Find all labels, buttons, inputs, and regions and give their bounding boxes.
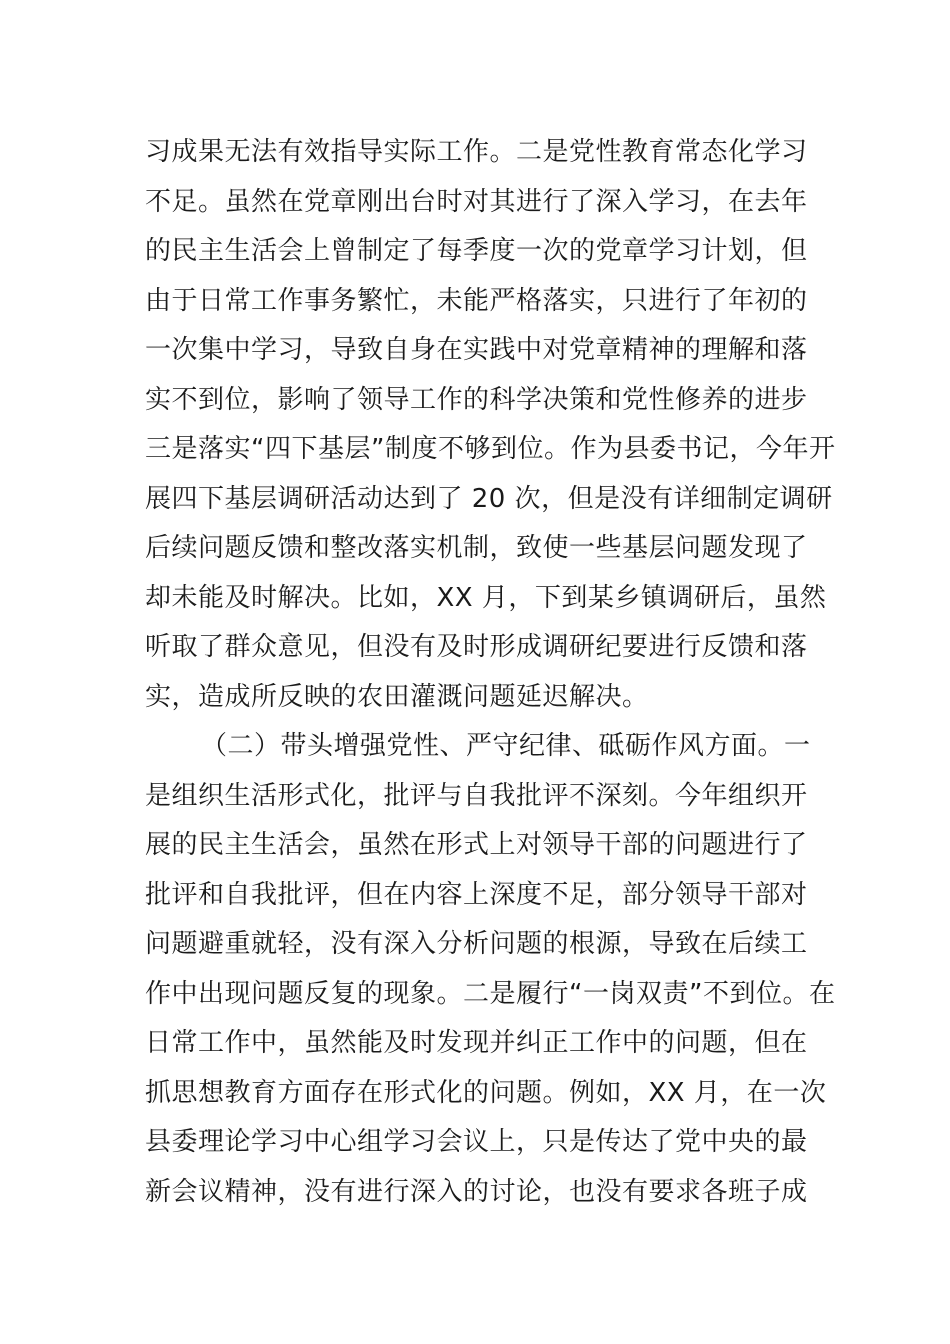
text-line: 听取了群众意见，但没有及时形成调研纪要进行反馈和落 [145,632,808,662]
text-line: 县委理论学习中心组学习会议上，只是传达了党中央的最 [145,1127,808,1157]
text-line: 是组织生活形式化，批评与自我批评不深刻。今年组织开 [145,780,808,811]
text-line: 后续问题反馈和整改落实机制，致使一些基层问题发现了 [145,533,808,563]
section-heading-line: （二）带头增强党性、严守纪律、砥砺作风方面。一 [201,731,811,761]
text-line: 实不到位，影响了领导工作的科学决策和党性修养的进步 [145,384,808,415]
text-line: 作中出现问题反复的现象。二是履行“一岗双责”不到位。在 [145,978,836,1009]
text-line: 由于日常工作事务繁忙，未能严格落实，只进行了年初的 [145,285,808,316]
text-line: 问题避重就轻，没有深入分析问题的根源，导致在后续工 [145,929,808,959]
text-line: 展四下基层调研活动达到了 20 次，但是没有详细制定调研 [145,483,833,514]
body-text [145,128,836,1217]
text-line: 批评和自我批评，但在内容上深度不足，部分领导干部对 [145,879,808,910]
text-line: 日常工作中，虽然能及时发现并纠正工作中的问题，但在 [145,1028,808,1058]
text-line: 抓思想教育方面存在形式化的问题。例如，XX 月，在一次 [145,1077,827,1108]
text-line: 的民主生活会上曾制定了每季度一次的党章学习计划，但 [145,236,808,266]
text-line: 三是落实“四下基层”制度不够到位。作为县委书记，今年开 [145,434,836,464]
text-line: 习成果无法有效指导实际工作。二是党性教育常态化学习 [145,137,808,167]
text-line: 新会议精神，没有进行深入的讨论，也没有要求各班子成 [145,1176,808,1207]
text-line: 展的民主生活会，虽然在形式上对领导干部的问题进行了 [145,830,808,860]
text-line: 却未能及时解决。比如，XX 月，下到某乡镇调研后，虽然 [145,582,827,613]
text-line: 实，造成所反映的农田灌溉问题延迟解决。 [145,681,649,712]
text-line: 不足。虽然在党章刚出台时对其进行了深入学习，在去年 [145,186,808,217]
text-line: 一次集中学习，导致自身在实践中对党章精神的理解和落 [145,335,808,365]
